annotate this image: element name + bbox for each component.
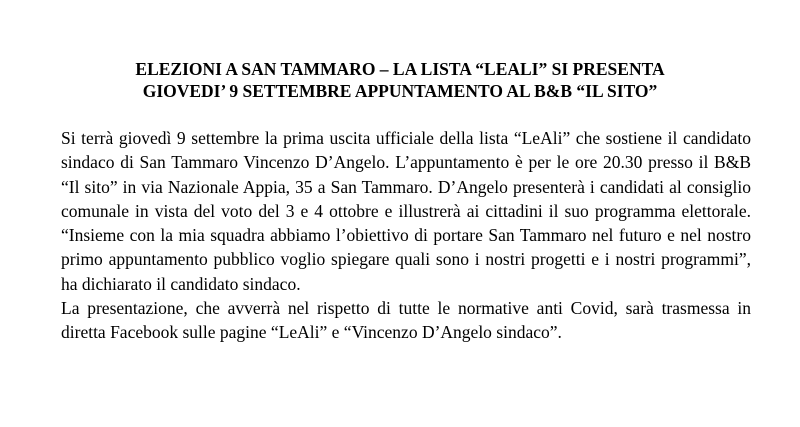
document-body (61, 126, 751, 345)
title-line-2: GIOVEDI’ 9 SETTEMBRE APPUNTAMENTO AL B&B “IL SITO” (142, 81, 658, 101)
paragraph-2: La presentazione, che avverrà nel rispetto di tutte le normative anti Covid, sarà trasmessa in diretta Facebook sulle pagine “LeAli” e “Vincenzo D’Angelo sindaco”. (61, 298, 751, 343)
title-line-1: ELEZIONI A SAN TAMMARO – LA LISTA “LEALI” SI PRESENTA (135, 59, 665, 79)
document-title (0, 58, 800, 102)
paragraph-1: Si terrà giovedì 9 settembre la prima uscita ufficiale della lista “LeAli” che sostiene il candidato sindaco di San Tammaro Vincenzo D’Angelo. L’appuntamento è per le ore 20.30 presso il B&B “Il sito” in via Nazionale Appia, 35 a San Tammaro. D’Angelo presenterà i candidati al consiglio comunale in vista del voto del 3 e 4 ottobre e illustrerà ai cittadini il suo programma elettorale. “Insieme con la mia squadra abbiamo l’obiettivo di portare San Tammaro nel futuro e nel nostro primo appuntamento pubblico voglio spiegare quali sono i nostri progetti e i nostri programmi”, ha dichiarato il candidato sindaco. (61, 128, 751, 294)
